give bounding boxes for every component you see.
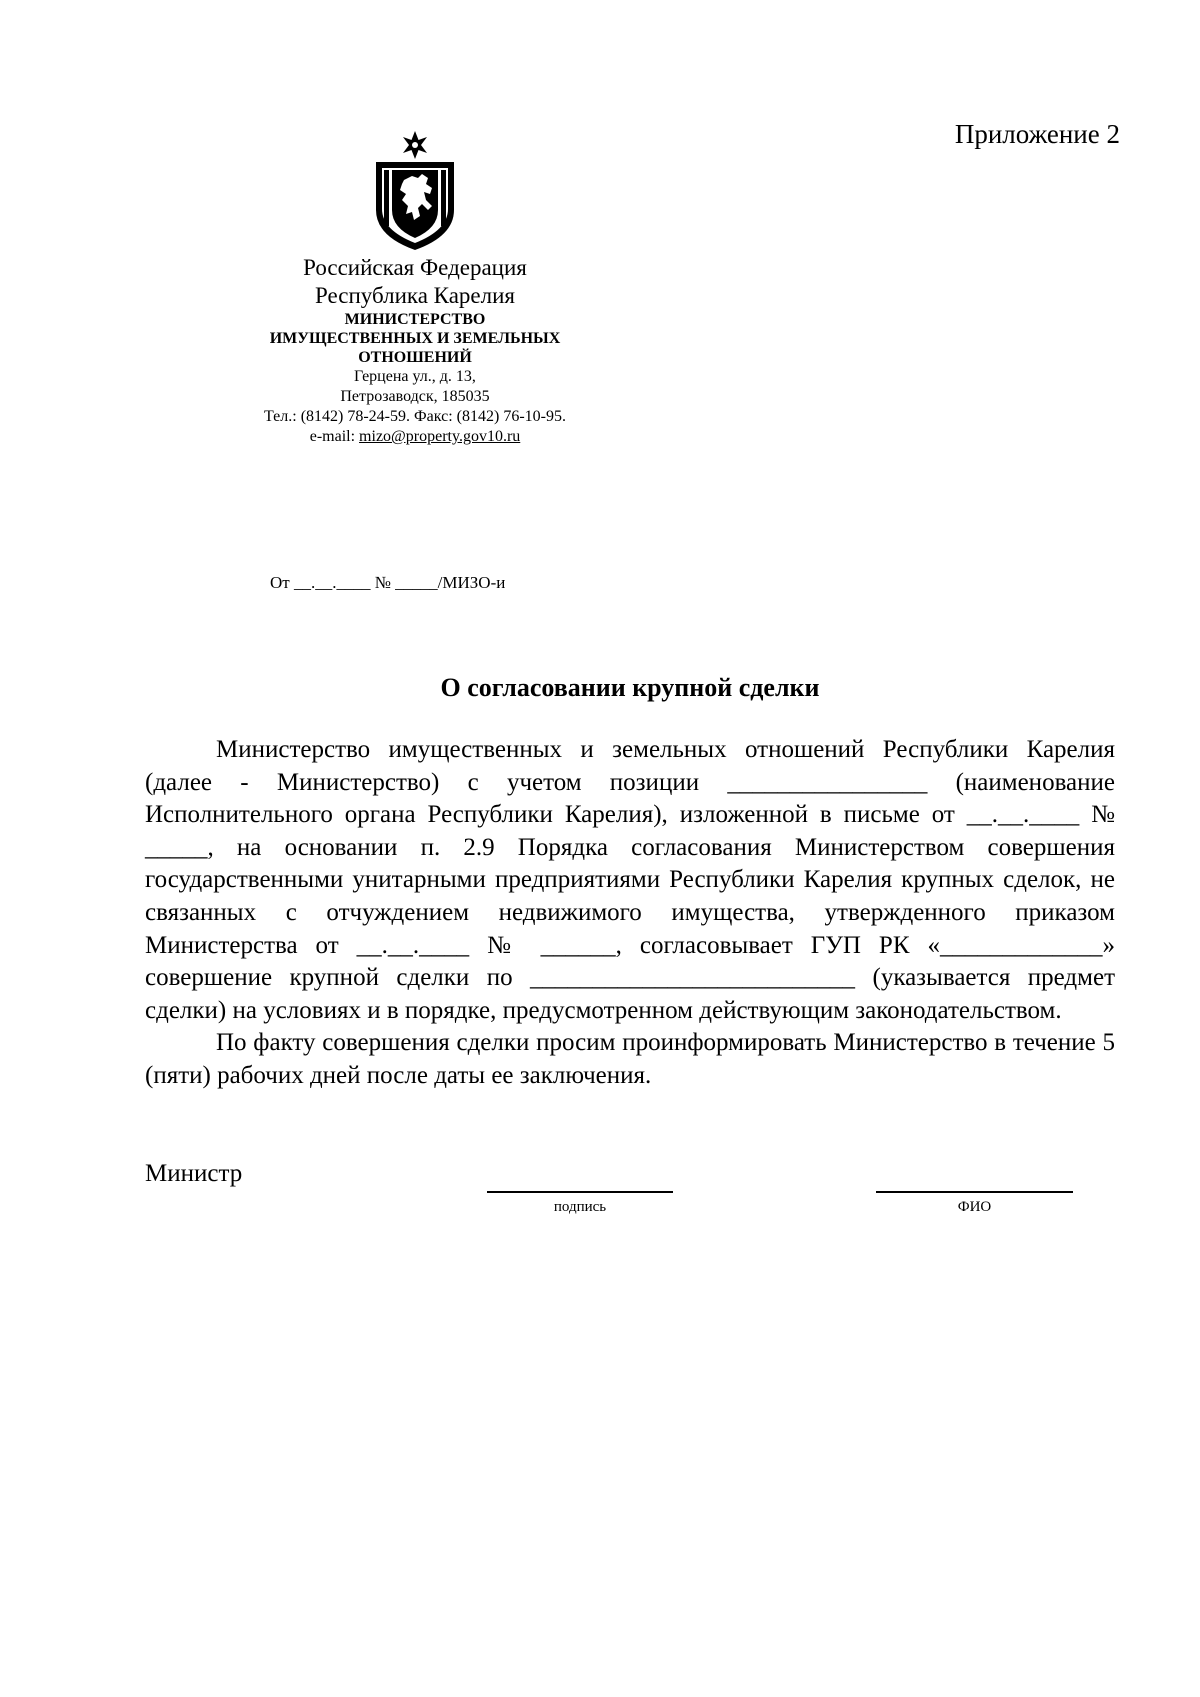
email-line — [215, 427, 615, 447]
coat-of-arms-graphic — [370, 128, 460, 252]
document-title: О согласовании крупной сделки — [440, 673, 820, 702]
email-label: e-mail: — [309, 428, 360, 445]
body-paragraph-1: Министерство имущественных и земельных отношений Республики Карелия (далее - Министерство) с учетом позиции ________________ (наименование Исполнительного органа Республики Карелия), изложенной в письме от __.__.____ № _____, на основании п. 2.9 Порядка согласования Министерством совершения государственными унитарными предприятиями Республики Карелия крупных сделок, не связанных с отчуждением недвижимого имущества, утвержденного приказом Министерства от __.__.____ № ______, согласовывает ГУП РК «_____________» совершение крупной сделки по __________________________ (указывается предмет сделки) на условиях и в порядке, предусмотренном действующим законодательством. — [145, 736, 1115, 1024]
signature-caption: подпись — [553, 1199, 607, 1215]
address-line1: Герцена ул., д. 13, — [354, 368, 476, 385]
address-line2: Петрозаводск, 185035 — [340, 388, 490, 405]
signatory-role: Министр — [145, 1160, 243, 1187]
ministry-header — [215, 254, 615, 447]
body-paragraph-2: По факту совершения сделки просим проинформировать Министерство в течение 5 (пяти) рабочих дней после даты ее заключения. — [145, 1029, 1115, 1089]
karelia-coat-of-arms-icon — [370, 128, 460, 252]
ministry-name-line1: МИНИСТЕРСТВО — [344, 311, 486, 328]
full-name-line — [876, 1191, 1073, 1193]
republic-name: Республика Карелия — [314, 283, 515, 308]
document-body — [145, 734, 1115, 1093]
appendix-label: Приложение 2 — [954, 119, 1120, 149]
signature-line — [487, 1191, 673, 1193]
full-name-caption: ФИО — [957, 1199, 992, 1215]
email-link[interactable]: mizo@property.gov10.ru — [359, 428, 521, 445]
ministry-name-line3: ОТНОШЕНИЙ — [358, 349, 472, 366]
ministry-name-line2: ИМУЩЕСТВЕННЫХ И ЗЕМЕЛЬНЫХ — [269, 330, 561, 347]
reference-line: От __.__.____ № _____/МИЗО-и — [270, 573, 506, 592]
country-name: Российская Федерация — [303, 255, 527, 280]
phone-fax: Тел.: (8142) 78-24-59. Факс: (8142) 76-10-95. — [264, 408, 566, 425]
